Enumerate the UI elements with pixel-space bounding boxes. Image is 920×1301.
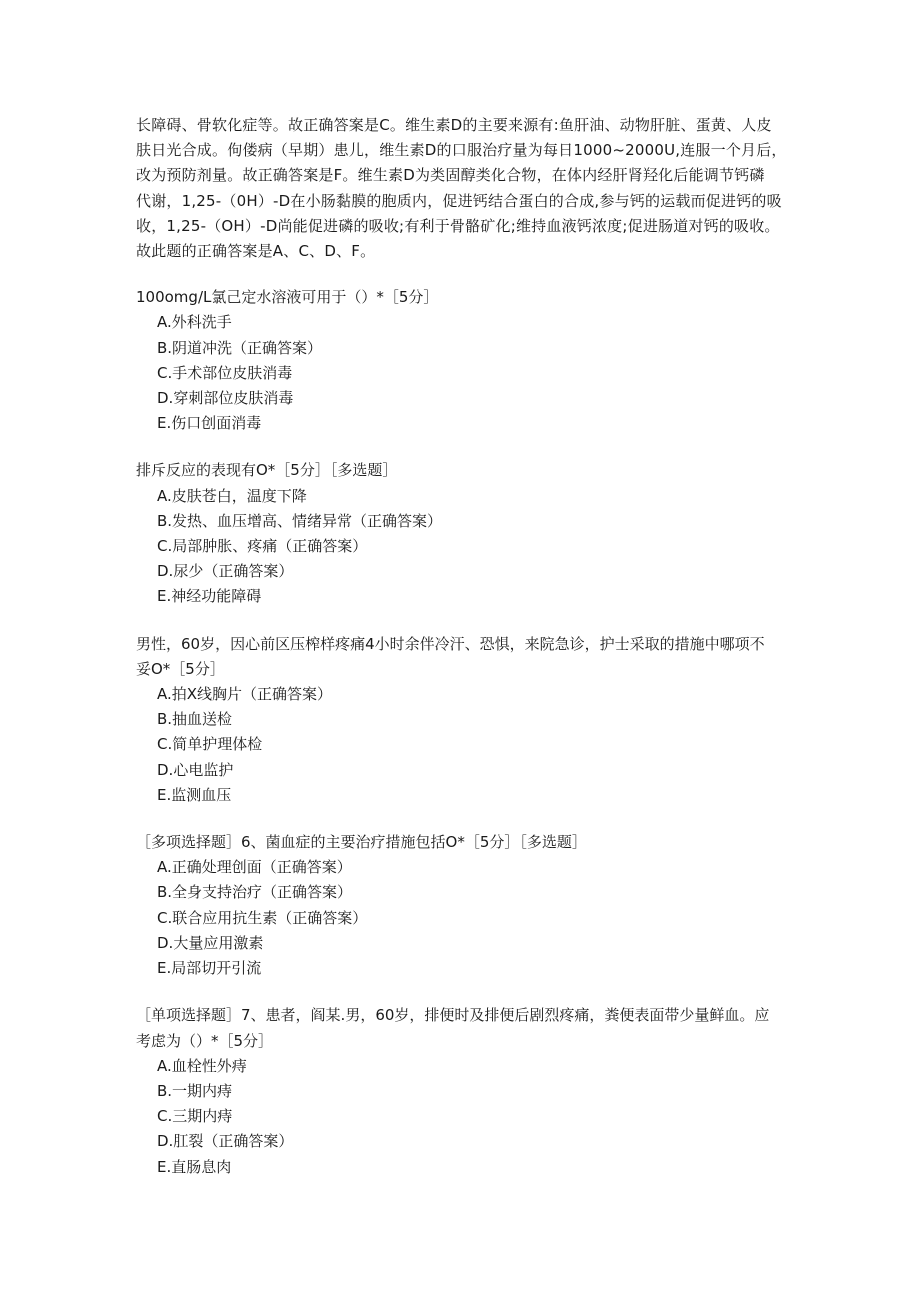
option-b: B.发热、血压增高、情绪异常（正确答案） xyxy=(157,511,443,530)
option-list xyxy=(136,682,796,808)
option-list xyxy=(136,855,796,981)
option-c: C.三期内痔 xyxy=(157,1107,233,1126)
option-a: A.拍X线胸片（正确答案） xyxy=(157,685,333,704)
option-d: D.心电监护 xyxy=(157,760,234,779)
question-stem-line: 妥O*［5分］ xyxy=(136,659,225,678)
option-e: E.监测血压 xyxy=(157,785,232,804)
question-stem-line: 排斥反应的表现有O*［5分］［多选题］ xyxy=(136,461,398,480)
option-list xyxy=(136,310,796,436)
option-e: E.神经功能障碍 xyxy=(157,587,262,606)
question-stem-line: ［单项选择题］7、患者，阎某.男，60岁，排便时及排便后剧烈疼痛，粪便表面带少量鲜血。应 xyxy=(136,1006,770,1025)
option-e: E.局部切开引流 xyxy=(157,959,262,978)
option-b: B.阴道冲洗（正确答案） xyxy=(157,338,323,357)
option-list xyxy=(136,1054,796,1180)
option-a: A.外科洗手 xyxy=(157,313,232,332)
question-stem-line: 考虑为（）*［5分］ xyxy=(136,1031,274,1050)
question-defecation-pain xyxy=(136,1003,796,1179)
option-c: C.局部肿胀、疼痛（正确答案） xyxy=(157,537,368,556)
document-page xyxy=(136,113,796,1202)
explanation-line: 收，1,25-（OH）-D尚能促进磷的吸收;有利于骨骼矿化;维持血液钙浓度;促进肠道对钙的吸收。 xyxy=(136,216,780,235)
option-d: D.穿刺部位皮肤消毒 xyxy=(157,389,294,408)
option-c: C.手术部位皮肤消毒 xyxy=(157,363,293,382)
option-e: E.伤口创面消毒 xyxy=(157,414,262,433)
option-c: C.简单护理体检 xyxy=(157,735,263,754)
explanation-line: 代谢，1,25-（0H）-D在小肠黏膜的胞质内，促进钙结合蛋白的合成,参与钙的运载而促进钙的吸 xyxy=(136,191,782,210)
question-stem xyxy=(136,285,796,310)
explanation-line: 改为预防剂量。故正确答案是F。维生素D为类固醇类化合物，在体内经肝肾羟化后能调节钙磷 xyxy=(136,166,765,185)
option-list xyxy=(136,484,796,610)
option-a: A.血栓性外痔 xyxy=(157,1056,247,1075)
option-b: B.一期内痔 xyxy=(157,1081,233,1100)
question-stem-line: ［多项选择题］6、菌血症的主要治疗措施包括O*［5分］［多选题］ xyxy=(136,833,587,852)
question-stem xyxy=(136,458,796,483)
option-d: D.大量应用激素 xyxy=(157,933,264,952)
option-e: E.直肠息肉 xyxy=(157,1157,232,1176)
option-d: D.肛裂（正确答案） xyxy=(157,1132,294,1151)
explanation-line: 故此题的正确答案是A、C、D、F。 xyxy=(136,242,376,261)
question-chest-pain xyxy=(136,632,796,808)
question-stem xyxy=(136,830,796,855)
question-chlorhexidine xyxy=(136,285,796,436)
question-stem-line: 男性，60岁，因心前区压榨样疼痛4小时余伴冷汗、恐惧，来院急诊，护士采取的措施中哪项不 xyxy=(136,634,765,653)
option-c: C.联合应用抗生素（正确答案） xyxy=(157,908,368,927)
option-b: B.抽血送检 xyxy=(157,710,233,729)
option-d: D.尿少（正确答案） xyxy=(157,562,294,581)
explanation-line: 长障碍、骨软化症等。故正确答案是C。维生素D的主要来源有:鱼肝油、动物肝脏、蛋黄、人皮 xyxy=(136,116,772,134)
question-stem-line: 100omg/L氯己定水溶液可用于（）*［5分］ xyxy=(136,288,439,307)
answer-explanation xyxy=(136,113,796,264)
option-a: A.皮肤苍白，温度下降 xyxy=(157,486,307,505)
option-a: A.正确处理创面（正确答案） xyxy=(157,858,352,877)
question-stem xyxy=(136,632,796,682)
option-b: B.全身支持治疗（正确答案） xyxy=(157,883,353,902)
question-rejection-reaction xyxy=(136,458,796,609)
explanation-line: 肤日光合成。佝偻病（早期）患儿，维生素D的口服治疗量为每日1000~2000U,连服一个月后， xyxy=(136,141,787,160)
question-bacteremia xyxy=(136,830,796,981)
question-stem xyxy=(136,1003,796,1053)
